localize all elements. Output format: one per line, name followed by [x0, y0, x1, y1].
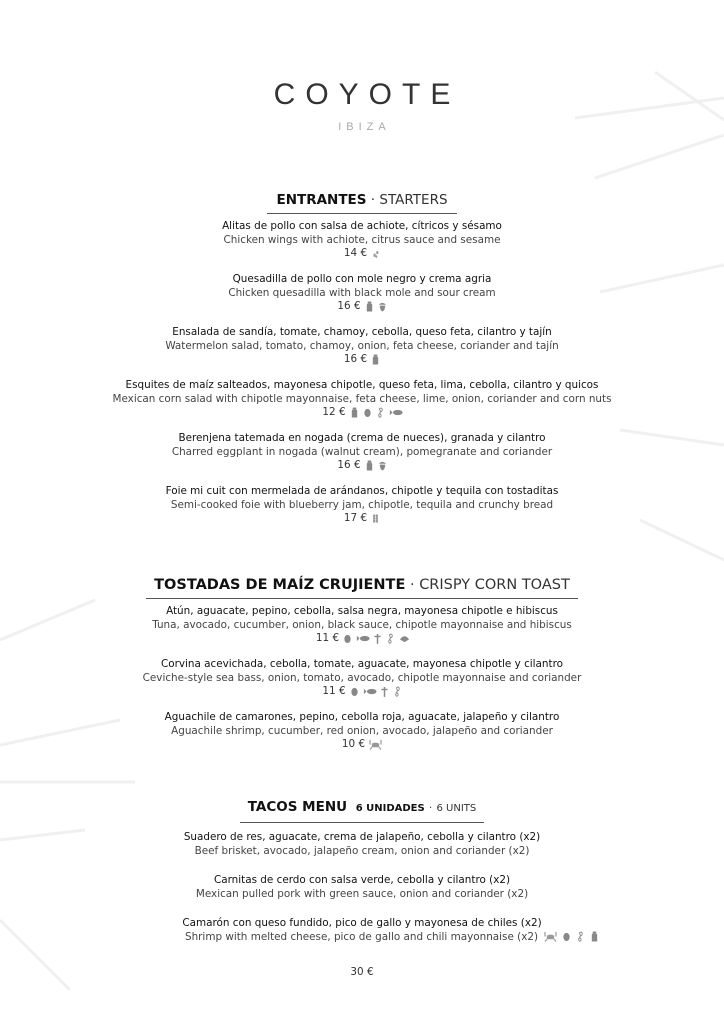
item-price-value: 11 € — [315, 632, 340, 644]
item-description-en — [0, 340, 724, 354]
item-name-es: Ensalada de sandía, tomate, chamoy, cebolla, queso feta, cilantro y tajín — [172, 326, 552, 338]
fish-allergen-icon — [389, 407, 402, 418]
item-name-es: Atún, aguacate, pepino, cebolla, salsa negra, mayonesa chipotle e hibiscus — [166, 605, 558, 617]
menu-item — [0, 605, 724, 646]
brand-logo: COYOTE — [273, 78, 461, 111]
molluscs-allergen-icon — [399, 633, 408, 644]
item-description-text: Ceviche-style sea bass, onion, tomato, avocado, chipotle mayonnaise and coriander — [142, 671, 582, 684]
item-price — [322, 406, 401, 420]
section-heading — [240, 799, 485, 823]
item-description-en — [0, 619, 724, 633]
allergen-icons — [544, 931, 599, 942]
item-name-es: Aguachile de camarones, pepino, cebolla roja, aguacate, jalapeño y cilantro — [164, 711, 560, 723]
egg-allergen-icon — [363, 407, 372, 418]
item-description-text: Tuna, avocado, cucumber, onion, black sauce, chipotle mayonnaise and hibiscus — [152, 618, 572, 631]
item-name-es: Camarón con queso fundido, pico de gallo y mayonesa de chiles (x2) — [182, 917, 542, 929]
item-description-en — [0, 234, 724, 248]
nuts-allergen-icon — [378, 301, 387, 312]
egg-allergen-icon — [343, 633, 352, 644]
separator: · — [429, 803, 433, 814]
crustaceans-allergen-icon — [544, 931, 557, 942]
item-description-text: Aguachile shrimp, cucumber, red onion, avocado, jalapeño and coriander — [171, 724, 553, 737]
item-name-es: Esquites de maíz salteados, mayonesa chipotle, queso feta, lima, cebolla, cilantro y quicos — [125, 379, 599, 391]
item-price — [337, 300, 386, 314]
egg-allergen-icon — [562, 931, 571, 942]
item-price-value: 16 € — [337, 459, 361, 471]
item-description-text: Semi-cooked foie with blueberry jam, chipotle, tequila and crunchy bread — [170, 498, 554, 511]
item-description-text: Watermelon salad, tomato, chamoy, onion, feta cheese, coriander and tajín — [165, 339, 559, 352]
item-name-es: Quesadilla de pollo con mole negro y crema agria — [232, 273, 492, 285]
item-description-en — [0, 446, 724, 460]
item-description-text: Chicken wings with achiote, citrus sauce and sesame — [223, 233, 501, 246]
section-title-es: TACOS MENU — [247, 799, 348, 815]
dairy-allergen-icon — [365, 301, 374, 312]
menu-price: 30 € — [350, 966, 374, 978]
celery-allergen-icon — [380, 686, 389, 697]
menu-items — [0, 605, 724, 752]
section-tacos — [0, 796, 724, 979]
item-price-value: 12 € — [322, 406, 346, 418]
item-description-en — [0, 393, 724, 407]
item-description-en — [0, 888, 724, 902]
sulphites-allergen-icon — [576, 931, 585, 942]
menu-item — [0, 379, 724, 420]
item-price — [344, 247, 380, 261]
menu-item — [0, 485, 724, 526]
section-title-es: ENTRANTES — [276, 192, 367, 208]
item-name-es: Suadero de res, aguacate, crema de jalapeño, cebolla y cilantro (x2) — [183, 831, 541, 843]
section-heading — [146, 577, 578, 599]
item-price-value: 16 € — [337, 300, 361, 312]
item-price-value: 16 € — [343, 353, 368, 365]
gluten-allergen-icon — [371, 513, 380, 524]
section-heading — [267, 192, 456, 214]
item-description-text: Beef brisket, avocado, jalapeño cream, onion and coriander (x2) — [194, 844, 530, 857]
item-name-es: Corvina acevichada, cebolla, tomate, aguacate, mayonesa chipotle y cilantro — [160, 658, 563, 670]
section-title-en: STARTERS — [379, 192, 448, 208]
item-price — [322, 685, 401, 699]
crustaceans-allergen-icon — [369, 739, 382, 750]
item-description-text: Shrimp with melted cheese, pico de gallo and chili mayonnaise (x2) — [184, 930, 539, 943]
separator: · — [370, 192, 376, 208]
menu-item — [0, 831, 724, 858]
sulphites-allergen-icon — [393, 686, 402, 697]
menu-items — [0, 831, 724, 944]
menu-item — [0, 326, 724, 367]
menu-item — [0, 220, 724, 261]
item-description-en — [0, 845, 724, 859]
item-description-en — [0, 499, 724, 513]
fish-allergen-icon — [363, 686, 376, 697]
section-title-es: TOSTADAS DE MAÍZ CRUJIENTE — [154, 577, 406, 593]
item-price — [344, 512, 380, 526]
item-price — [344, 353, 380, 367]
dairy-allergen-icon — [365, 460, 374, 471]
egg-allergen-icon — [350, 686, 359, 697]
item-description-text: Chicken quesadilla with black mole and sour cream — [228, 286, 496, 299]
brand-location: IBIZA — [338, 121, 391, 133]
dairy-allergen-icon — [350, 407, 359, 418]
fish-allergen-icon — [356, 633, 369, 644]
item-name-es: Foie mi cuit con mermelada de arándanos, chipotle y tequila con tostaditas — [165, 485, 559, 497]
item-price-value: 11 € — [322, 685, 346, 697]
menu-item — [0, 917, 724, 944]
menu-item — [0, 432, 724, 473]
menu-item — [0, 658, 724, 699]
item-price — [337, 459, 386, 473]
section-title-en: 6 UNITS — [436, 803, 477, 814]
nuts-allergen-icon — [378, 460, 387, 471]
dairy-allergen-icon — [590, 931, 599, 942]
section-starters — [0, 189, 724, 538]
sulphites-allergen-icon — [376, 407, 385, 418]
section-subtitle-es: 6 UNIDADES — [355, 803, 425, 814]
menu-item — [0, 273, 724, 314]
item-name-es: Alitas de pollo con salsa de achiote, cítricos y sésamo — [222, 220, 502, 232]
item-description-en — [0, 672, 724, 686]
item-description-text: Mexican pulled pork with green sauce, onion and coriander (x2) — [195, 887, 529, 900]
dairy-allergen-icon — [371, 354, 380, 365]
item-name-es: Berenjena tatemada en nogada (crema de nueces), granada y cilantro — [178, 432, 546, 444]
item-description-en — [0, 287, 724, 301]
item-description-en — [0, 725, 724, 739]
menu-items — [0, 220, 724, 526]
item-price-value: 10 € — [341, 738, 366, 750]
celery-allergen-icon — [373, 633, 382, 644]
menu-item — [0, 874, 724, 901]
item-name-es: Carnitas de cerdo con salsa verde, cebolla y cilantro (x2) — [213, 874, 511, 886]
separator: · — [409, 577, 415, 593]
menu-item — [0, 711, 724, 752]
section-title-en: CRISPY CORN TOAST — [419, 577, 570, 593]
item-price — [316, 632, 408, 646]
sulphites-allergen-icon — [386, 633, 395, 644]
item-price-value: 17 € — [343, 512, 368, 524]
item-price-value: 14 € — [343, 247, 368, 259]
sesame-allergen-icon — [371, 248, 380, 259]
item-description-text: Mexican corn salad with chipotle mayonnaise, feta cheese, lime, onion, coriander and corn nuts — [112, 392, 612, 405]
item-description-en — [60, 931, 724, 945]
item-price — [342, 738, 382, 752]
section-tostadas — [0, 574, 724, 764]
item-description-text: Charred eggplant in nogada (walnut cream), pomegranate and coriander — [171, 445, 553, 458]
